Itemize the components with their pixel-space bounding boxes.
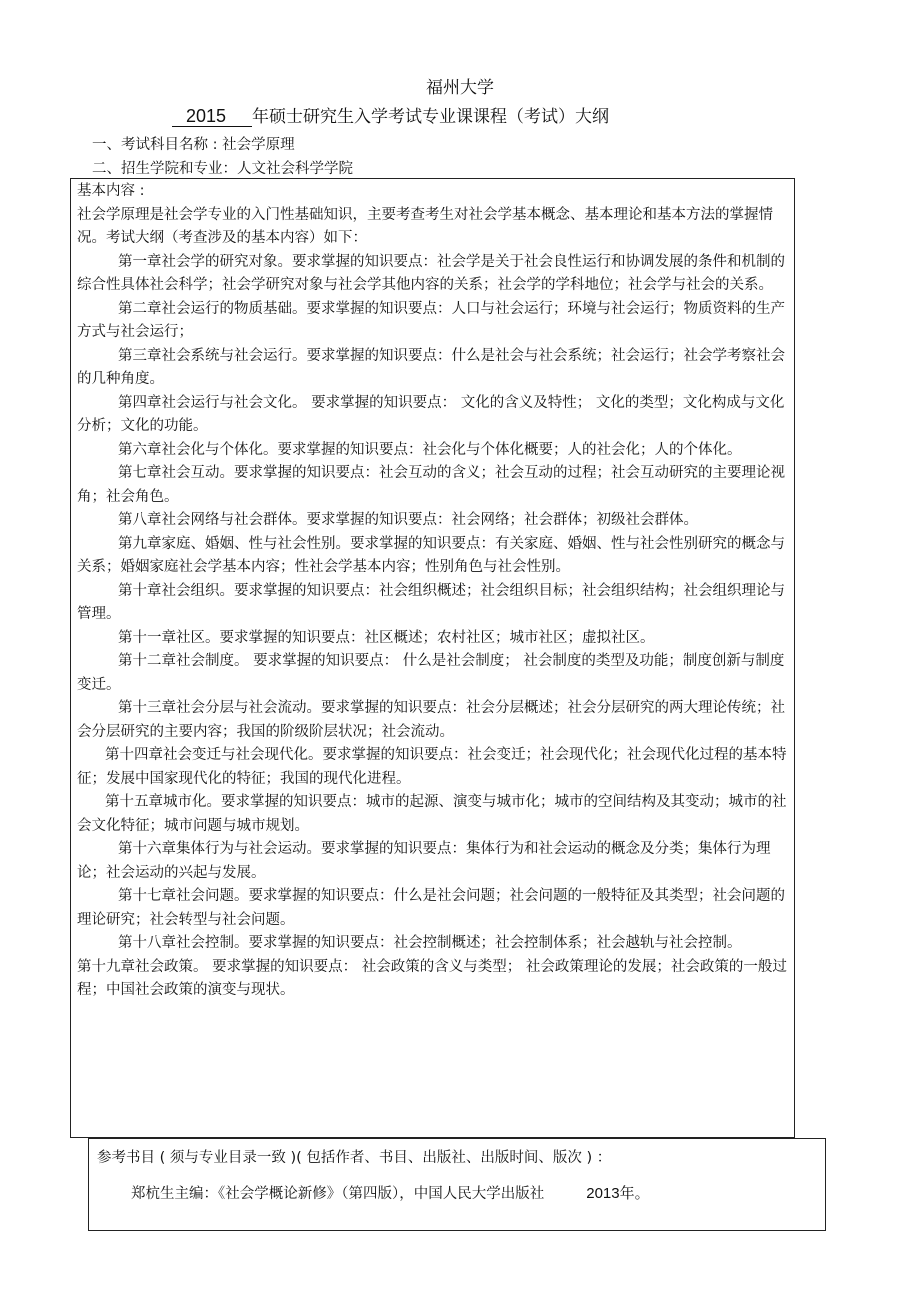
chapter-15: 第十五章城市化。要求掌握的知识要点：城市的起源、演变与城市化；城市的空间结构及其变动；城市的社会文化特征；城市问题与城市规划。	[77, 794, 787, 834]
basic-content	[77, 180, 793, 1003]
content-heading: 基本内容 :	[77, 183, 145, 199]
chapter-1: 第一章社会学的研究对象。要求掌握的知识要点：社会学是关于社会良性运行和协调发展的条件和机制的综合性具体社会科学；社会学研究对象与社会学其他内容的关系；社会学的学科地位；社会学与社会的关系。	[77, 253, 785, 293]
exam-year: 2015	[172, 106, 252, 127]
content-intro: 社会学原理是社会学专业的入门性基础知识，主要考查考生对社会学基本概念、基本理论和基本方法的掌握情况。考试大纲（考查涉及的基本内容）如下：	[77, 206, 773, 246]
college-major: 二、招生学院和专业：人文社会科学学院	[92, 161, 353, 177]
reference-book-year: 2013年。	[586, 1185, 650, 1202]
chapter-14: 第十四章社会变迁与社会现代化。要求掌握的知识要点：社会变迁；社会现代化；社会现代化过程的基本特征；发展中国家现代化的特征；我国的现代化进程。	[77, 747, 787, 787]
chapter-10: 第十章社会组织。要求掌握的知识要点：社会组织概述；社会组织目标；社会组织结构；社会组织理论与管理。	[77, 582, 785, 622]
chapter-12: 第十二章社会制度。 要求掌握的知识要点： 什么是社会制度； 社会制度的类型及功能；制度创新与制度变迁。	[77, 653, 785, 693]
exam-subject: 一、考试科目名称 : 社会学原理	[92, 137, 295, 153]
chapter-13: 第十三章社会分层与社会流动。要求掌握的知识要点：社会分层概述；社会分层研究的两大理论传统；社会分层研究的主要内容；我国的阶级阶层状况；社会流动。	[77, 700, 785, 740]
reference-book-text: 郑杭生主编：《社会学概论新修》（第四版），中国人民大学出版社	[131, 1186, 545, 1202]
chapter-6: 第六章社会化与个体化。要求掌握的知识要点：社会化与个体化概要；人的社会化；人的个体化。	[118, 441, 742, 458]
chapter-9: 第九章家庭、婚姻、性与社会性别。要求掌握的知识要点：有关家庭、婚姻、性与社会性别研究的概念与关系；婚姻家庭社会学基本内容；性社会学基本内容；性别角色与社会性别。	[77, 535, 785, 575]
chapter-18: 第十八章社会控制。要求掌握的知识要点：社会控制概述；社会控制体系；社会越轨与社会控制。	[118, 935, 742, 951]
syllabus-title-text: 年硕士研究生入学考试专业课课程（考试）大纲	[252, 107, 610, 127]
chapter-8: 第八章社会网络与社会群体。要求掌握的知识要点：社会网络；社会群体；初级社会群体。	[118, 512, 698, 528]
references-title: 参考书目 ( 须与专业目录一致 )( 包括作者、书目、出版社、出版时间、版次 ) ：	[97, 1150, 612, 1166]
syllabus-title	[172, 102, 609, 127]
university-title: 福州大学	[426, 78, 494, 98]
reference-book	[131, 1182, 650, 1203]
chapter-19: 第十九章社会政策。 要求掌握的知识要点： 社会政策的含义与类型； 社会政策理论的发展；社会政策的一般过程；中国社会政策的演变与现状。	[77, 958, 787, 998]
chapter-17: 第十七章社会问题。要求掌握的知识要点：什么是社会问题；社会问题的一般特征及其类型；社会问题的理论研究；社会转型与社会问题。	[77, 888, 785, 928]
chapter-7: 第七章社会互动。要求掌握的知识要点：社会互动的含义；社会互动的过程；社会互动研究的主要理论视角；社会角色。	[77, 465, 785, 505]
chapter-2: 第二章社会运行的物质基础。要求掌握的知识要点：人口与社会运行；环境与社会运行；物质资料的生产方式与社会运行；	[77, 300, 785, 340]
chapter-3: 第三章社会系统与社会运行。要求掌握的知识要点：什么是社会与社会系统；社会运行；社会学考察社会的几种角度。	[77, 347, 785, 387]
chapter-4: 第四章社会运行与社会文化。 要求掌握的知识要点： 文化的含义及特性； 文化的类型；文化构成与文化分析；文化的功能。	[77, 394, 785, 434]
chapter-11: 第十一章社区。要求掌握的知识要点：社区概述；农村社区；城市社区；虚拟社区。	[118, 629, 655, 646]
chapter-16: 第十六章集体行为与社会运动。要求掌握的知识要点：集体行为和社会运动的概念及分类；集体行为理论；社会运动的兴起与发展。	[77, 841, 771, 881]
